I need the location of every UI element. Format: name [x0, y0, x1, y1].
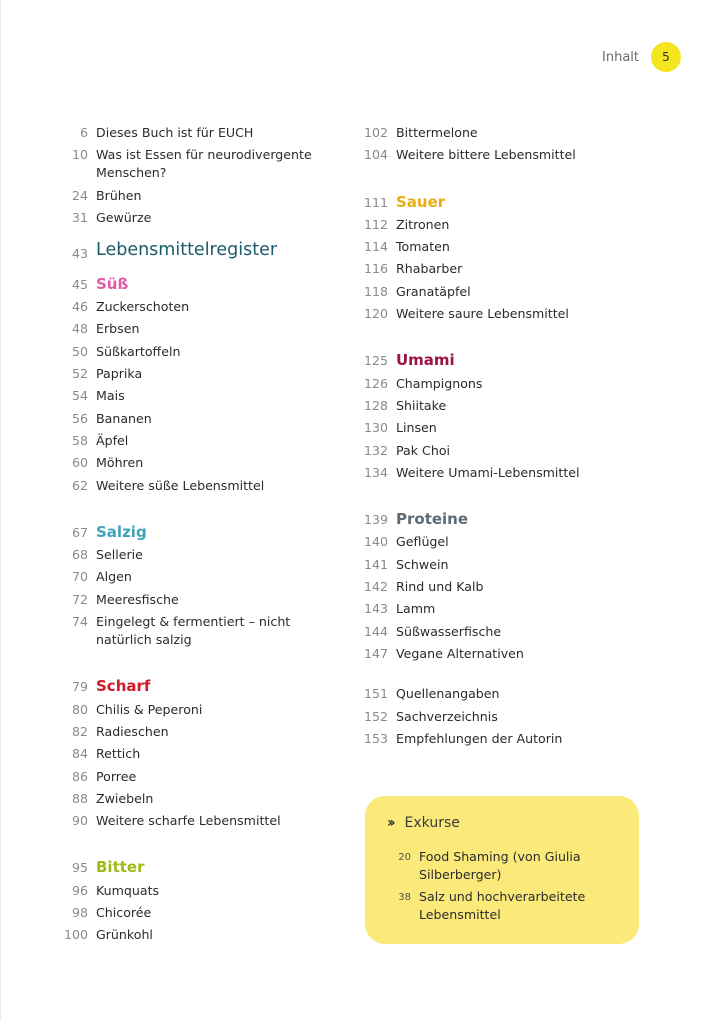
toc-entry[interactable] [52, 768, 332, 786]
entry-title: Rhabarber [396, 261, 463, 277]
page-number: 98 [71, 905, 88, 921]
toc-entry[interactable] [52, 320, 332, 338]
toc-entry[interactable] [52, 343, 332, 361]
exkurse-title: Exkurse [404, 815, 460, 831]
toc-entry[interactable] [52, 701, 332, 719]
exkurse-list [385, 848, 625, 928]
entry-title: Erbsen [96, 321, 140, 337]
page-number: 70 [71, 569, 88, 585]
page-number: 24 [71, 187, 88, 203]
entry-title: Shiitake [396, 397, 447, 413]
page-number: 114 [363, 239, 388, 255]
entry-title: Zuckerschoten [96, 299, 190, 315]
page-number: 120 [363, 306, 388, 322]
page-number: 102 [363, 125, 388, 140]
entry-title: Bittermelone [396, 125, 478, 140]
toc-entry[interactable] [352, 708, 632, 726]
toc-entry[interactable] [352, 238, 632, 256]
toc-entry[interactable] [352, 556, 632, 574]
entry-title: Paprika [96, 366, 143, 382]
page-number: 88 [71, 790, 88, 806]
entry-title: Weitere Umami-Lebensmittel [396, 464, 580, 480]
page-number: 139 [363, 512, 388, 528]
toc-entry[interactable] [352, 685, 632, 703]
entry-title: Porree [96, 768, 137, 784]
toc-entry[interactable] [352, 124, 632, 142]
entry-title: Granatäpfel [396, 283, 471, 299]
toc-entry[interactable] [52, 454, 332, 472]
spacer [352, 327, 632, 341]
entry-title: Rind und Kalb [396, 579, 484, 595]
entry-title: Chilis & Peperoni [96, 701, 203, 717]
page-number: 128 [363, 397, 388, 413]
toc-entry[interactable] [352, 645, 632, 663]
entry-title: Weitere saure Lebensmittel [396, 306, 569, 322]
toc-entry[interactable] [352, 623, 632, 641]
toc-entry[interactable] [52, 812, 332, 830]
page-number: 48 [71, 321, 88, 337]
page-number: 68 [71, 547, 88, 563]
entry-title: Proteine [396, 510, 469, 529]
toc-entry[interactable] [352, 578, 632, 596]
page-number: 153 [363, 730, 388, 746]
toc-entry[interactable] [52, 745, 332, 763]
page-number: 142 [363, 579, 388, 595]
page-number: 95 [71, 860, 88, 876]
page-number: 54 [71, 388, 88, 404]
entry-title: Was ist Essen für neurodivergente Menschen? [96, 147, 312, 181]
entry-title: Kumquats [96, 882, 160, 898]
page-number: 58 [71, 432, 88, 448]
toc-entry[interactable] [52, 387, 332, 405]
exkurs-entry[interactable] [385, 848, 625, 884]
toc-entry[interactable] [52, 187, 332, 205]
spacer [52, 499, 332, 513]
entry-title: Süß [96, 274, 129, 293]
entry-title: Süßwasserfische [396, 623, 502, 639]
section-heading[interactable] [352, 193, 632, 212]
entry-title: Sauer [396, 192, 446, 211]
page-number: 79 [71, 679, 88, 695]
page-number: 56 [71, 410, 88, 426]
toc-entry[interactable] [52, 146, 332, 182]
page-number-badge: 5 [651, 42, 681, 72]
page-number: 141 [363, 556, 388, 572]
toc-left-column [52, 124, 332, 949]
toc-entry[interactable] [52, 723, 332, 741]
toc-entry[interactable] [52, 209, 332, 227]
entry-title: Lebensmittelregister [96, 239, 278, 260]
entry-title: Mais [96, 388, 125, 404]
toc-entry[interactable] [52, 926, 332, 944]
entry-title: Süßkartoffeln [96, 343, 181, 359]
page-number: 50 [71, 343, 88, 359]
exkurse-box [365, 796, 639, 944]
toc-entry[interactable] [352, 260, 632, 278]
page-number: 143 [363, 601, 388, 617]
section-heading[interactable] [352, 351, 632, 370]
entry-title: Möhren [96, 455, 144, 471]
entry-title: Food Shaming (von Giulia Silberberger) [419, 849, 581, 882]
entry-title: Brühen [96, 187, 142, 203]
toc-entry[interactable] [52, 477, 332, 495]
section-heading[interactable] [52, 523, 332, 542]
page-number: 96 [71, 882, 88, 898]
page-number: 10 [71, 147, 88, 163]
toc-entry[interactable] [52, 613, 332, 649]
exkurs-entry[interactable] [385, 888, 625, 924]
toc-entry[interactable] [352, 419, 632, 437]
page-number: 84 [71, 746, 88, 762]
page-number: 140 [363, 534, 388, 550]
entry-title: Empfehlungen der Autorin [396, 730, 563, 746]
page-number: 72 [71, 591, 88, 607]
page-number: 31 [71, 209, 88, 225]
section-heading[interactable] [52, 858, 332, 877]
entry-title: Zitronen [396, 216, 450, 232]
page-number: 62 [71, 477, 88, 493]
toc-entry[interactable] [52, 546, 332, 564]
toc-entry[interactable] [352, 305, 632, 323]
spacer [352, 169, 632, 183]
spacer [52, 834, 332, 848]
entry-title: Eingelegt & fermentiert – nicht natürlich salzig [96, 614, 291, 648]
entry-title: Tomaten [396, 239, 450, 255]
entry-title: Quellenangaben [396, 686, 500, 702]
page-number: 111 [363, 194, 388, 210]
toc-entry[interactable] [352, 600, 632, 618]
entry-title: Radieschen [96, 723, 169, 739]
page-number: 152 [363, 708, 388, 724]
entry-title: Chicorée [96, 905, 152, 921]
toc-entry[interactable] [52, 904, 332, 922]
toc-entry[interactable] [352, 442, 632, 460]
page-number: 90 [71, 813, 88, 829]
page-number: 134 [363, 464, 388, 480]
entry-title: Dieses Buch ist für EUCH [96, 125, 254, 140]
entry-title: Pak Choi [396, 442, 451, 458]
page-number: 38 [398, 892, 411, 903]
page-number: 144 [363, 623, 388, 639]
page-number: 43 [71, 245, 88, 261]
register-heading[interactable] [52, 241, 332, 263]
entry-title: Sachverzeichnis [396, 708, 498, 724]
entry-title: Lamm [396, 601, 436, 617]
entry-title: Champignons [396, 375, 483, 391]
page-number: 126 [363, 375, 388, 391]
entry-title: Bitter [96, 858, 145, 877]
toc-entry[interactable] [52, 298, 332, 316]
double-chevron-icon: ›› [387, 815, 393, 831]
entry-title: Weitere scharfe Lebensmittel [96, 813, 281, 829]
toc-entry[interactable] [52, 124, 332, 142]
page-number: 118 [363, 283, 388, 299]
entry-title: Weitere bittere Lebensmittel [396, 147, 576, 163]
page-number: 82 [71, 723, 88, 739]
page-number: 67 [71, 524, 88, 540]
entry-title: Algen [96, 569, 132, 585]
header-label: Inhalt [602, 49, 639, 65]
spacer [352, 667, 632, 685]
entry-title: Bananen [96, 410, 152, 426]
page-number: 74 [71, 614, 88, 630]
toc-entry[interactable] [352, 533, 632, 551]
section-heading[interactable] [352, 510, 632, 529]
entry-title: Scharf [96, 677, 151, 696]
page-number: 112 [363, 216, 388, 232]
page-number: 52 [71, 366, 88, 382]
page-number: 60 [71, 455, 88, 471]
page-number: 125 [363, 353, 388, 369]
page-number: 132 [363, 442, 388, 458]
entry-title: Äpfel [96, 432, 129, 448]
page-edge [0, 0, 1, 1020]
toc-entry[interactable] [52, 365, 332, 383]
entry-title: Gewürze [96, 209, 152, 225]
page-number: 46 [71, 299, 88, 315]
spacer [52, 653, 332, 667]
page-number: 45 [71, 276, 88, 292]
page-number: 100 [63, 927, 88, 943]
entry-title: Weitere süße Lebensmittel [96, 477, 265, 493]
entry-title: Vegane Alternativen [396, 645, 524, 661]
entry-title: Meeresfische [96, 591, 179, 607]
toc-entry[interactable] [352, 283, 632, 301]
toc-entry[interactable] [352, 146, 632, 164]
entry-title: Rettich [96, 746, 141, 762]
page-number: 116 [363, 261, 388, 277]
entry-title: Geflügel [396, 534, 449, 550]
entry-title: Schwein [396, 556, 449, 572]
page-number: 86 [71, 768, 88, 784]
toc-entry[interactable] [52, 568, 332, 586]
toc-entry[interactable] [52, 410, 332, 428]
page-header [602, 42, 681, 72]
entry-title: Zwiebeln [96, 790, 154, 806]
entry-title: Grünkohl [96, 927, 153, 943]
toc-entry[interactable] [52, 882, 332, 900]
page-number: 130 [363, 420, 388, 436]
spacer [352, 486, 632, 500]
section-heading[interactable] [52, 275, 332, 294]
page-number: 147 [363, 645, 388, 661]
entry-title: Umami [396, 351, 455, 370]
toc-entry[interactable] [52, 790, 332, 808]
toc-entry[interactable] [352, 464, 632, 482]
entry-title: Linsen [396, 420, 437, 436]
page-number: 80 [71, 701, 88, 717]
entry-title: Salz und hochverarbeitete Lebensmittel [419, 889, 586, 922]
page-number: 6 [79, 125, 88, 140]
section-heading[interactable] [52, 677, 332, 696]
toc-entry[interactable] [352, 730, 632, 748]
toc-entry[interactable] [52, 432, 332, 450]
toc-right-column [352, 124, 632, 752]
toc-entry[interactable] [352, 216, 632, 234]
page-number: 104 [363, 147, 388, 163]
toc-entry[interactable] [352, 375, 632, 393]
entry-title: Salzig [96, 522, 147, 541]
toc-entry[interactable] [352, 397, 632, 415]
entry-title: Sellerie [96, 547, 143, 563]
exkurse-header [387, 815, 460, 831]
toc-entry[interactable] [52, 591, 332, 609]
page-number: 151 [363, 686, 388, 702]
page-number: 20 [398, 852, 411, 863]
